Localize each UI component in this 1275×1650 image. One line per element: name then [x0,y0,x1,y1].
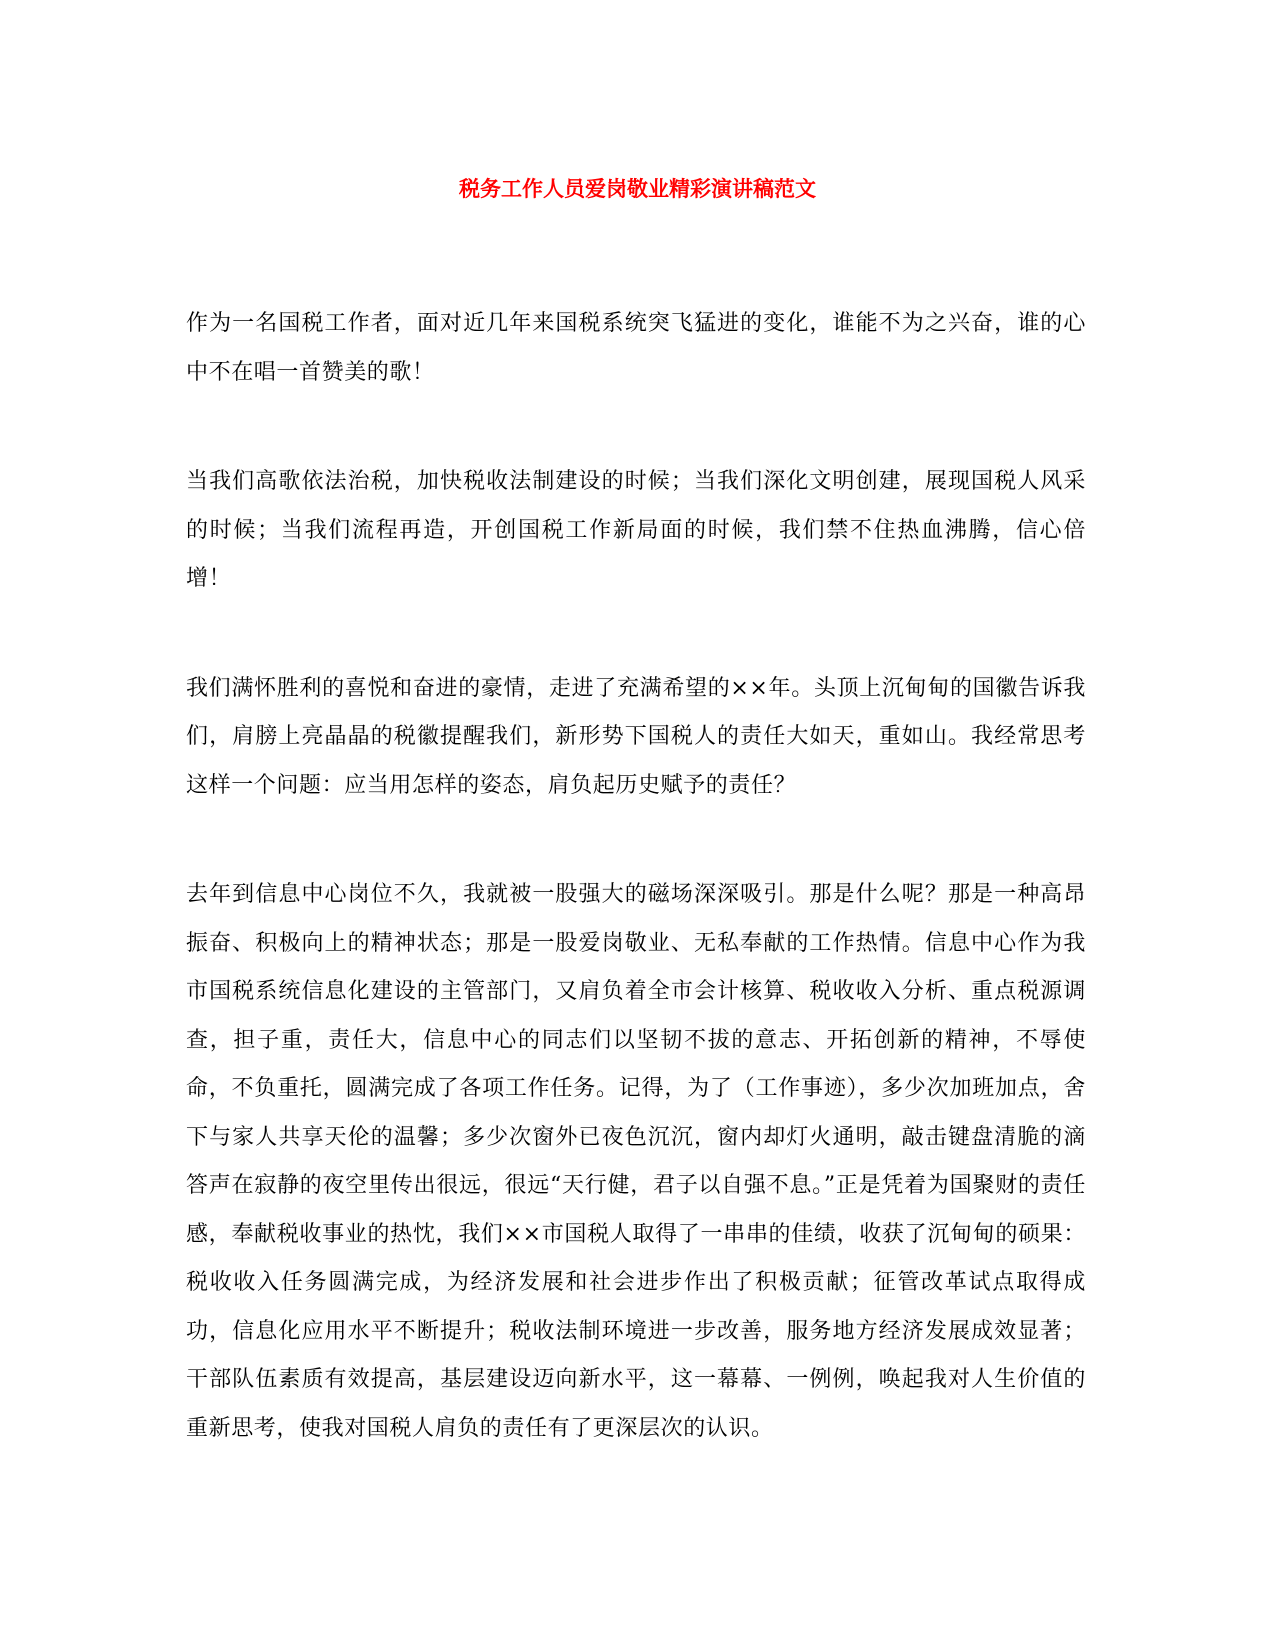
document-title: 税务工作人员爱岗敬业精彩演讲稿范文 [459,176,816,201]
paragraph-2: 当我们高歌依法治税，加快税收法制建设的时候；当我们深化文明创建，展现国税人风采的时候；当我们流程再造，开创国税工作新局面的时候，我们禁不住热血沸腾，信心倍增！ [186,469,1086,591]
paragraph-3: 我们满怀胜利的喜悦和奋进的豪情，走进了充满希望的××年。头顶上沉甸甸的国徽告诉我们，肩膀上亮晶晶的税徽提醒我们，新形势下国税人的责任大如天，重如山。我经常思考这样一个问题：应当用怎样的姿态，肩负起历史赋予的责任？ [186,675,1086,798]
paragraph-4: 去年到信息中心岗位不久，我就被一股强大的磁场深深吸引。那是什么呢？那是一种高昂振奋、积极向上的精神状态；那是一股爱岗敬业、无私奉献的工作热情。信息中心作为我市国税系统信息化建设的主管部门，又肩负着全市会计核算、税收收入分析、重点税源调查，担子重，责任大，信息中心的同志们以坚韧不拔的意志、开拓创新的精神，不辱使命，不负重托，圆满完成了各项工作任务。记得，为了（工作事迹），多少次加班加点，舍下与家人共享天伦的温馨；多少次窗外已夜色沉沉，窗内却灯火通明，敲击键盘清脆的滴答声在寂静的夜空里传出很远，很远“天行健，君子以自强不息。”正是凭着为国聚财的责任感，奉献税收事业的热忱，我们××市国税人取得了一串串的佳绩，收获了沉甸甸的硕果：税收收入任务圆满完成，为经济发展和社会进步作出了积极贡献；征管改革试点取得成功，信息化应用水平不断提升；税收法制环境进一步改善，服务地方经济发展成效显著；干部队伍素质有效提高，基层建设迈向新水平，这一幕幕、一例例，唤起我对人生价值的重新思考，使我对国税人肩负的责任有了更深层次的认识。 [186,882,1086,1441]
document-body [186,300,1086,1514]
paragraph-1: 作为一名国税工作者，面对近几年来国税系统突飞猛进的变化，谁能不为之兴奋，谁的心中不在唱一首赞美的歌！ [186,311,1086,385]
